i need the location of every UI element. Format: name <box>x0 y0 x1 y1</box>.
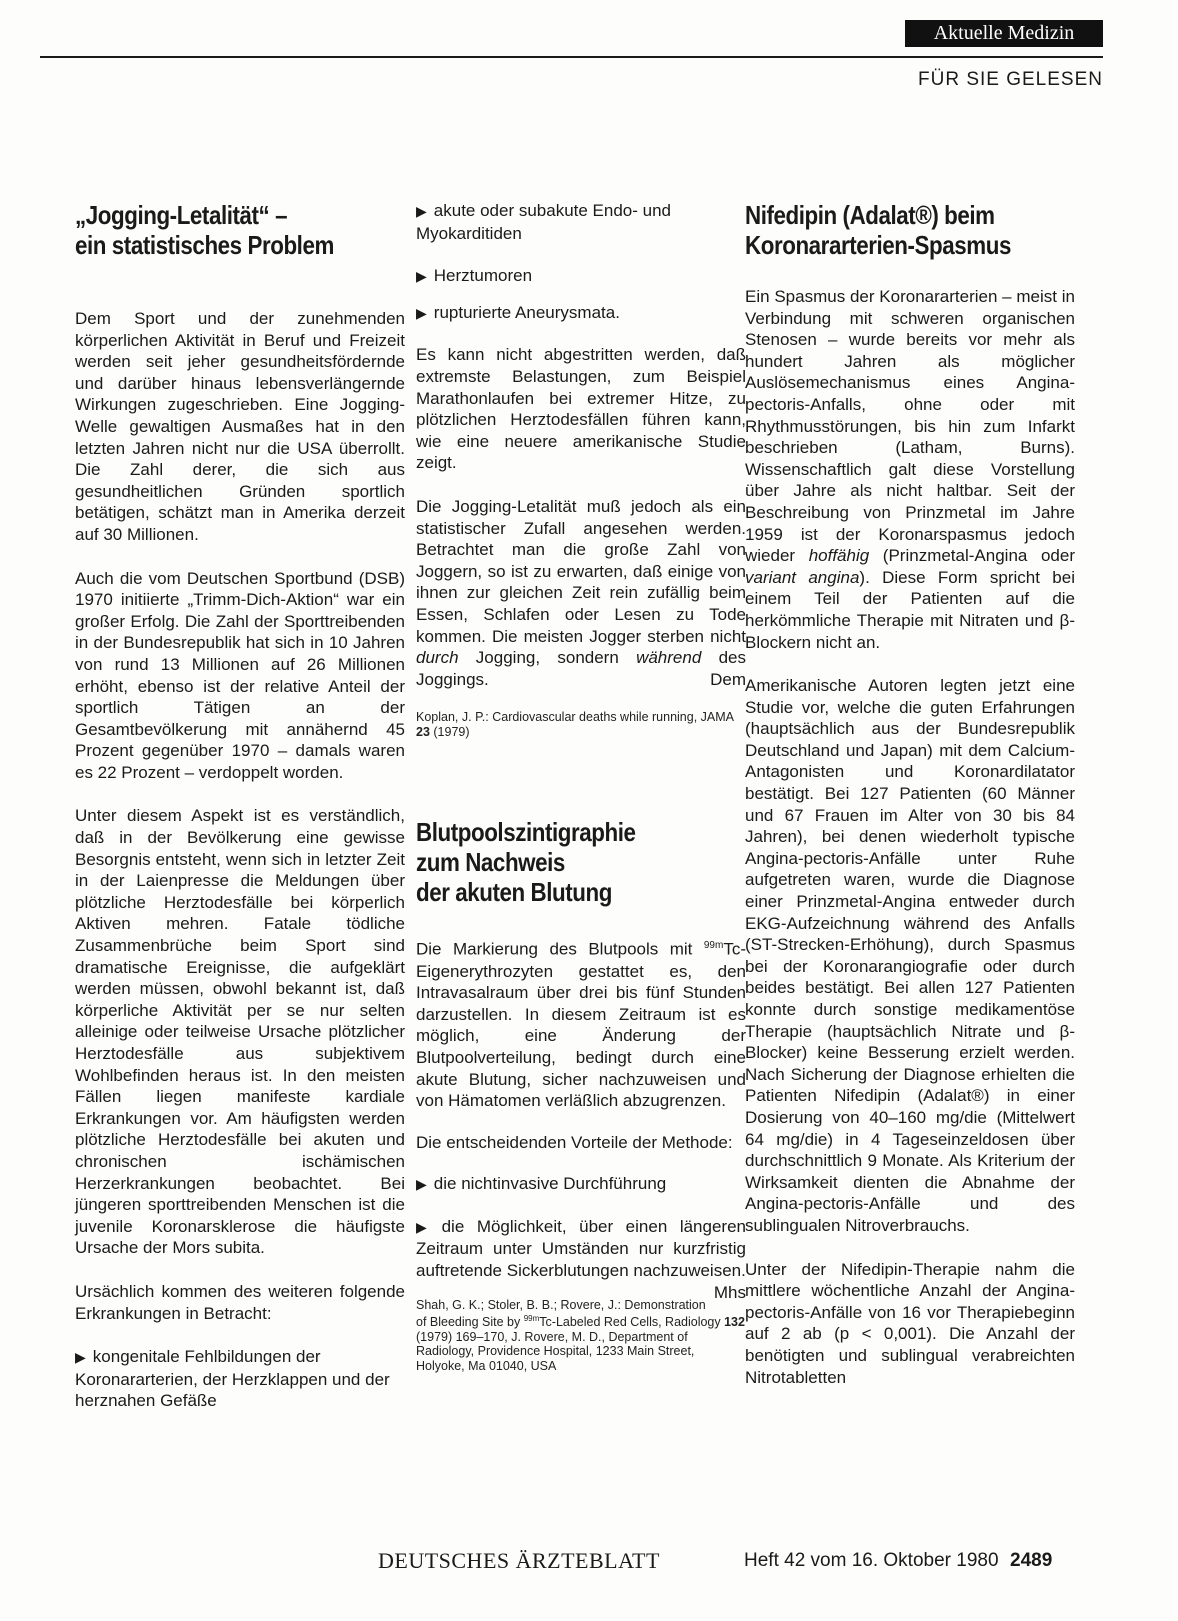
article2-title-line3: der akuten Blutung <box>416 877 612 908</box>
bullet-text: Herztumoren <box>433 266 533 286</box>
article1-title-line2: ein statistisches Problem <box>75 230 334 260</box>
bullet-text: akute oder subakute Endo- und Myokarditiden <box>416 201 672 243</box>
article3-title <box>745 200 1072 260</box>
article1-bullet <box>416 200 746 244</box>
article2-signature: Mhs <box>713 1282 746 1302</box>
header-rule <box>40 56 1103 58</box>
column-1 <box>75 200 405 1412</box>
article2-reference: Shah, G. K.; Stoler, B. B.; Rovere, J.: Demonstration of Bleeding Site by $^{99m}$Tc-Labeled Red Cells, Radiology 132 (1979) 169–170, J. Rovere, M. D., Department of Radiology, Providence Hospital, 1233 Main Street, Holyoke, Ma 01040, USA <box>416 1297 745 1373</box>
article2-title <box>416 817 743 907</box>
bullet-triangle-icon: ▶ <box>416 268 427 285</box>
article1-paragraph: Ursächlich kommen des weiteren folgende Erkrankungen in Betracht: <box>75 1281 405 1323</box>
bullet-triangle-icon: ▶ <box>416 203 427 219</box>
article3-title-line2: Koronararterien-Spasmus <box>745 230 1011 260</box>
article1-title <box>75 200 402 260</box>
article3-title-line1: Nifedipin (Adalat®) beim <box>745 200 995 230</box>
section-badge: Aktuelle Medizin <box>905 20 1103 47</box>
article1-title-line1: „Jogging-Letalität“ – <box>75 200 288 230</box>
bullet-text: rupturierte Aneurysmata. <box>433 302 620 322</box>
article1-bullet <box>416 302 746 325</box>
column-2 <box>416 200 746 1373</box>
article1-paragraph: Dem Sport und der zunehmenden körperlichen Aktivität in Beruf und Freizeit werden seit jeher gesundheitsfördernde und darüber hinaus lebensverlängernde Wirkungen zugeschrieben. Eine Jogging-Welle gewaltigen Ausmaßes hat in den letzten Jahren nicht nur die USA überrollt. Die Zahl derer, die sich aus gesundheitlichen Gründen sportlich betätigen, schätzt man in Amerika derzeit auf 30 Millionen. <box>75 309 405 544</box>
section-label: FÜR SIE GELESEN <box>918 69 1103 90</box>
bullet-triangle-icon: ▶ <box>416 1218 435 1235</box>
article1-paragraph: Es kann nicht abgestritten werden, daß extremste Belastungen, zum Beispiel Marathonlaufen bei extremer Hitze, zu plötzlichen Herztodesfällen führen kann, wie eine neuere amerikanische Studie zeigt. <box>416 345 746 473</box>
article3-paragraph: Ein Spasmus der Koronararterien – meist in Verbindung mit schweren organischen Stenosen – wurde bereits vor mehr als hundert Jahren als möglicher Auslösemechanismus eines Angina-pectoris-Anfalls, ohne oder mit Rhythmusstörungen, bis hin zum Infarkt beschrieben (Latham, Burns). Wissenschaftlich galt diese Vorstellung über Jahre als nicht haltbar. Seit der Beschreibung von Prinzmetal im Jahre 1959 ist der Koronarspasmus jedoch wieder hoffähig (Prinzmetal-Angina oder variant angina). Diese Form spricht bei einem Teil der Patienten auf die herkömmliche Therapie mit Nitraten und β-Blockern nicht an. <box>745 287 1075 652</box>
bullet-text: kongenitale Fehlbildungen der Koronararterien, der Herzklappen und der herznahen Gefäße <box>75 1347 390 1411</box>
article2-bullet <box>416 1173 746 1196</box>
footer-journal: DEUTSCHES ÄRZTEBLATT <box>378 1548 660 1573</box>
article2-bullet: ▶ die Möglichkeit, über einen längeren Zeitraum unter Umständen nur kurzfristig auftretende Sickerblutungen nachzuweisen. Mhs <box>416 1216 746 1302</box>
article2-title-line1: Blutpoolszintigraphie <box>416 817 636 848</box>
article1-paragraph: Die Jogging-Letalität muß jedoch als ein statistischer Zufall angesehen werden. Betrachtet man die große Zahl von Joggern, so ist zu erwarten, daß einige von ihnen zur gleichen Zeit rein zufällig beim Essen, Schlafen oder Lesen zu Tode kommen. Die meisten Jogger sterben nicht durch Jogging, sondern während des Joggings. Dem <box>416 496 746 689</box>
bullet-triangle-icon: ▶ <box>75 1349 86 1366</box>
article3-paragraph: Unter der Nifedipin-Therapie nahm die mittlere wöchentliche Anzahl der Angina-pectoris-Anfälle von 16 vor Therapiebeginn auf 2 ab (p < 0,001). Die Anzahl der benötigten und sublingual verabreichten Nitrotabletten <box>745 1259 1075 1387</box>
article2-title-line2: zum Nachweis <box>416 847 565 878</box>
article1-bullet <box>75 1346 405 1412</box>
column-3 <box>745 200 1075 1388</box>
article2-paragraph: Die entscheidenden Vorteile der Methode: <box>416 1132 733 1152</box>
bullet-triangle-icon: ▶ <box>416 1176 427 1193</box>
bullet-text: die nichtinvasive Durchführung <box>433 1174 667 1194</box>
article1-signature: Dem <box>710 669 746 689</box>
article1-paragraph: Auch die vom Deutschen Sportbund (DSB) 1970 initiierte „Trimm-Dich-Aktion“ war ein großer Erfolg. Die Zahl der Sporttreibenden in der Bundesrepublik hat sich in 10 Jahren von rund 13 Millionen auf 26 Millionen erhöht, ebenso ist der relative Anteil der sportlich Tätigen an der Gesamtbevölkerung mit annähernd 45 Prozent gegenüber 1970 – damals waren es 22 Prozent – verdoppelt worden. <box>75 568 405 782</box>
article2-paragraph: Die Markierung des Blutpools mit $^{99m}$Tc-Eigenerythrozyten gestattet es, den Intravasalraum über drei bis fünf Stunden darzustellen. In diesem Zeitraum ist es möglich, eine Änderung der Blutpoolverteilung, bedingt durch eine akute Blutung, sicher nachzuweisen und von Hämatomen verläßlich abzugrenzen. <box>416 939 746 1111</box>
article3-paragraph: Amerikanische Autoren legten jetzt eine Studie vor, welche die guten Erfahrungen (hauptsächlich aus der Bundesrepublik Deutschland und Japan) mit dem Calcium-Antagonisten und Koronardilatator bestätigt. Bei 127 Patienten (60 Männer und 67 Frauen im Alter von 30 bis 84 Jahren), bei denen wiederholt typische Angina-pectoris-Anfälle unter Ruhe aufgetreten waren, wurde die Diagnose einer Prinzmetal-Angina entweder durch EKG-Aufzeichnung während des Anfalls (ST-Strecken-Erhöhung), durch Spasmus bei der Koronarangiografie oder durch beides bestätigt. Bei allen 127 Patienten konnte durch sonstige medikamentöse Therapie (hauptsächlich Nitrate und β-Blocker) keine Besserung erzielt werden. Nach Sicherung der Diagnose erhielten die Patienten Nifedipin (Adalat®) in einer Dosierung von 40–160 mg/die (Mittelwert 64 mg/die) in 4 Tageseinzeldosen über durchschnittlich 9 Monate. Als Kriterium der Wirksamkeit dienten die Abnahme der Angina-pectoris-Anfälle und des sublingualen Nitroverbrauchs. <box>745 676 1075 1235</box>
bullet-triangle-icon: ▶ <box>416 304 427 321</box>
article1-bullet <box>416 265 746 288</box>
article1-reference: Koplan, J. P.: Cardiovascular deaths while running, JAMA 23 (1979) <box>416 710 734 739</box>
footer-page-number: 2489 <box>1010 1550 1053 1571</box>
article1-paragraph: Unter diesem Aspekt ist es verständlich, daß in der Bevölkerung eine gewisse Besorgnis entsteht, wenn sich in letzter Zeit in der Laienpresse die Meldungen über plötzliche Herztodesfälle bei körperlich Aktiven mehren. Fatale tödliche Zusammenbrüche beim Sport sind dramatische Ereignisse, die aufgeklärt werden müssen, obwohl bekannt ist, daß körperliche Aktivität per se nur selten alleinige oder teilweise Ursache plötzlicher Herztodesfälle aus subjektivem Wohlbefinden heraus ist. In den meisten Fällen liegen manifeste kardiale Erkrankungen vor. Am häufigsten werden plötzliche Herztodesfälle bei akuten und chronischen ischämischen Herzerkrankungen beobachtet. Bei jüngeren sporttreibenden Menschen ist die juvenile Koronarsklerose die häufigste Ursache der Mors subita. <box>75 806 405 1258</box>
footer-issue: Heft 42 vom 16. Oktober 1980 <box>744 1550 999 1571</box>
